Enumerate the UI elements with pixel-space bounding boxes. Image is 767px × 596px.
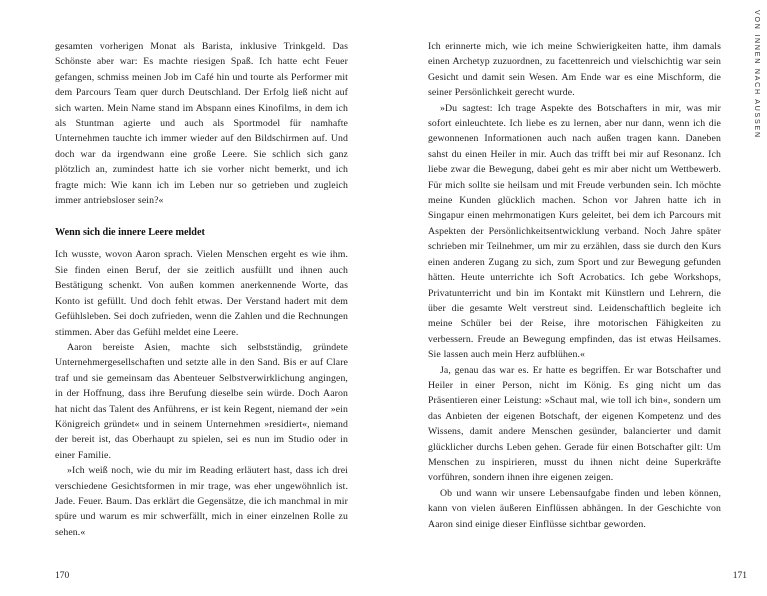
paragraph: Ich wusste, wovon Aaron sprach. Vielen Menschen ergeht es wie ihm. Sie finden einen Beruf, der sie zeitlich ausfüllt und ihnen auch Bestätigung schenkt. Von außen kommen anerkennende Worte, das Konto ist gefüllt. Und doch fehlt etwas. Der Verstand hadert mit dem Gefühlsleben. Sei doch zufrieden, wenn die Zahlen und die Rechnungen stimmen. Aber das Gefühl meldet eine Leere.: [55, 249, 348, 338]
paragraph: gesamten vorherigen Monat als Barista, inklusive Trinkgeld. Das Schönste aber war: Es machte riesigen Spaß. Ich hatte echt Feuer gefangen, schmiss meinen Job im Café hin und tourte als Performer mit dem Parcours Team quer durch Deutschland. Der Erfolg ließ nicht auf sich warten. Mein Name stand im Abspann eines Kinofilms, in dem ich als Stuntman agierte und auch als Sportmodel für namhafte Unternehmen tauchte ich immer wieder auf den Bildschirmen auf. Und doch war da irgendwann eine große Leere. Sie schlich sich ganz plötzlich an, zumindest hatte ich sie vorher nicht bemerkt, und ich fragte mich: Wie kann ich im Leben nur so getrieben und zugleich immer antriebsloser sein?«: [55, 41, 348, 207]
page-number-right: 171: [732, 571, 747, 581]
paragraph: Aaron bereiste Asien, machte sich selbstständig, gründete Unternehmergesellschaften und setzte alle in den Sand. Bis er auf Clare traf und sie gemeinsam das Abenteuer Selbstverwirklichung angingen, in der Hoffnung, dass ihre Berufung dieselbe sein würde. Doch Aaron hat nicht das Talent des Anführens, er ist kein Regent, niemand der »ein Königreich gründet« und in seinem Unternehmen »residiert«, niemand der bereit ist, das Oberhaupt zu spielen, sei es nun im Studio oder in einer Familie.: [55, 341, 348, 461]
page-number-left: 170: [55, 571, 70, 581]
paragraph: »Du sagtest: Ich trage Aspekte des Botschafters in mir, was mir sofort einleuchtete. Ich liebe es zu lernen, aber nur dann, wenn ich die gewonnenen Informationen auch nach außen tragen kann. Daneben sahst du einen Heiler in mir. Auch das trifft bei mir auf Resonanz. Ich liebe zwar die Bewegung, dabei geht es mir aber nicht um Wettbewerb. Für mich sollte sie heilsam und mit Freude verbunden sein. Ich möchte meine Kunden glücklich machen. Schon vor Jahren hatte ich in Singapur einen mehrmonatigen Kurs geleitet, bei dem ich Parcours mit Aspekten der Persönlichkeitsentwicklung verband. Noch Jahre später schrieben mir Teilnehmer, um mir zu erzählen, dass sie durch den Kurs einen anderen Zugang zu sich, zum Sport und zur Bewegung gefunden hätten. Heute unterrichte ich Soft Acrobatics. Ich gebe Workshops, Privatunterricht und bin im Kontakt mit Künstlern und Lehrern, die über die gesamte Welt verstreut sind. Leidenschaftlich begleite ich meine Schüler bei der Reise, ihre motorischen Fähigkeiten zu verbessern. Freude an Bewegung empfinden, das ist etwas Heilsames. Sie lassen auch mein Herz aufblühen.«: [428, 102, 721, 361]
left-page-text-block: [55, 39, 348, 540]
paragraph: Ob und wann wir unsere Lebensaufgabe finden und leben können, kann von vielen äußeren Einflüssen abhängen. In der Geschichte von Aaron sind einige dieser Einflüsse sichtbar geworden.: [428, 487, 721, 530]
section-heading: Wenn sich die innere Leere meldet: [55, 227, 205, 239]
paragraph: Ja, genau das war es. Er hatte es begriffen. Er war Botschafter und Heiler in einer Person, nicht im König. Es ging nicht um das Präsentieren einer Leistung: »Schaut mal, wie toll ich bin«, sondern um das Anbieten der eigenen Botschaft, der eigenen Kompetenz und des Wissens, damit andere Menschen gesünder, balancierter und damit glücklicher durchs Leben gehen. Gerade für einen Botschafter gilt: Um Menschen zu inspirieren, musst du ihnen nicht deine Superkräfte vorführen, sondern ihnen ihre eigenen zeigen.: [428, 364, 721, 484]
right-page-text-block: [428, 39, 721, 532]
paragraph: »Ich weiß noch, wie du mir im Reading erläutert hast, dass ich drei verschiedene Gesichtsformen in mir trage, was eher ungewöhnlich ist. Jade. Feuer. Baum. Das erklärt die Gegensätze, die ich manchmal in mir spüre und warum es mir schwerfällt, mich in einer einzelnen Rolle zu sehen.«: [55, 465, 348, 538]
paragraph: Ich erinnerte mich, wie ich meine Schwierigkeiten hatte, ihm damals einen Archetyp zuzuordnen, zu facettenreich und vielschichtig war sein Gesicht und damit sein Wesen. Am Ende war es eine Mischform, die seiner Persönlichkeit gerecht wurde.: [428, 41, 721, 99]
running-head-vertical: VON INNEN NACH AUSSEN: [753, 10, 760, 139]
